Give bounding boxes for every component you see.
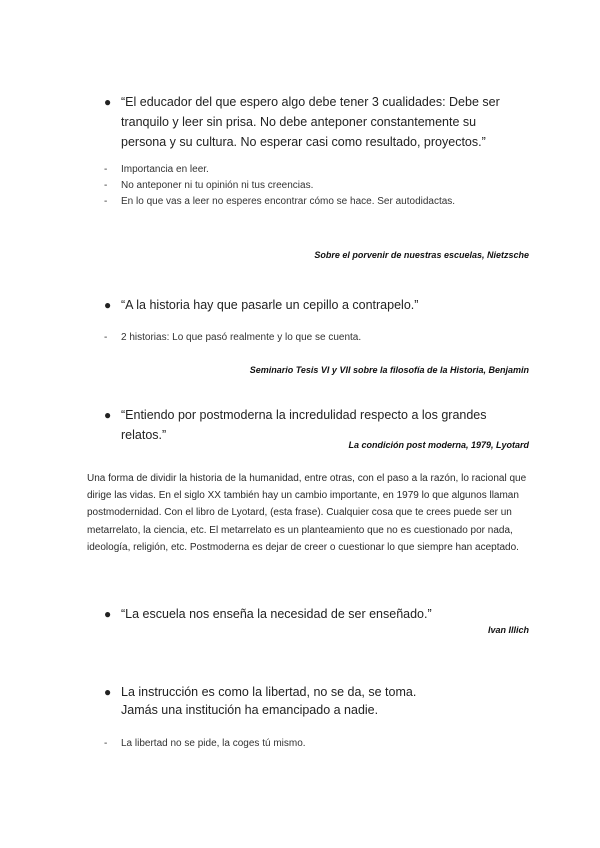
- note-text: En lo que vas a leer no esperes encontrar cómo se hace. Ser autodidactas.: [121, 196, 456, 207]
- quote-line-1: La instrucción es como la libertad, no se da, se toma.: [121, 685, 417, 699]
- dash-marker: -: [104, 180, 108, 191]
- quote-text: “La escuela nos enseña la necesidad de ser enseñado.”: [121, 607, 432, 621]
- bullet-icon: ●: [104, 95, 112, 109]
- bullet-icon: ●: [104, 408, 112, 422]
- quote-text: “Entiendo por postmoderna la incredulidad respecto a los grandes relatos.”: [121, 408, 487, 442]
- dash-marker: -: [104, 164, 108, 175]
- dash-marker: -: [104, 332, 108, 343]
- note-text: 2 historias: Lo que pasó realmente y lo que se cuenta.: [121, 332, 362, 343]
- bullet-icon: ●: [104, 607, 112, 621]
- note-text: La libertad no se pide, la coges tú mismo.: [121, 738, 306, 749]
- quote-source: Ivan Illich: [487, 625, 529, 635]
- dash-marker: -: [104, 196, 108, 207]
- body-paragraph: Una forma de dividir la historia de la humanidad, entre otras, con el paso a la razón, lo racional que dirige las vidas. En el siglo XX también hay un cambio importante, en 1979 lo que algunos llaman postmodernidad. Con el libro de Lyotard, (esta frase). Cualquier cosa que te crees puede ser un metarrelato, la ciencia, etc. El metarrelato es un planteamiento que no es cuestionado por nada, ideología, religión, etc. Postmoderna es dejar de creer o cuestionar lo que siempre han aceptado.: [87, 473, 527, 553]
- quote-text: “A la historia hay que pasarle un cepillo a contrapelo.”: [121, 298, 419, 312]
- note-text: Importancia en leer.: [121, 164, 209, 175]
- quote-source: La condición post moderna, 1979, Lyotard: [348, 440, 529, 450]
- quote-source: Sobre el porvenir de nuestras escuelas, Nietzsche: [314, 250, 529, 260]
- dash-marker: -: [104, 738, 108, 749]
- quote-text: “El educador del que espero algo debe tener 3 cualidades: Debe ser tranquilo y leer sin prisa. No debe anteponer constantemente su persona y su cultura. No esperar casi como resultado, proyectos.”: [121, 95, 500, 149]
- bullet-icon: ●: [104, 685, 112, 699]
- note-text: No anteponer ni tu opinión ni tus creencias.: [121, 180, 314, 191]
- bullet-icon: ●: [104, 298, 112, 312]
- quote-line-2: Jamás una institución ha emancipado a nadie.: [121, 703, 379, 717]
- quote-source: Seminario Tesis VI y VII sobre la filosofía de la Historia, Benjamin: [249, 365, 529, 375]
